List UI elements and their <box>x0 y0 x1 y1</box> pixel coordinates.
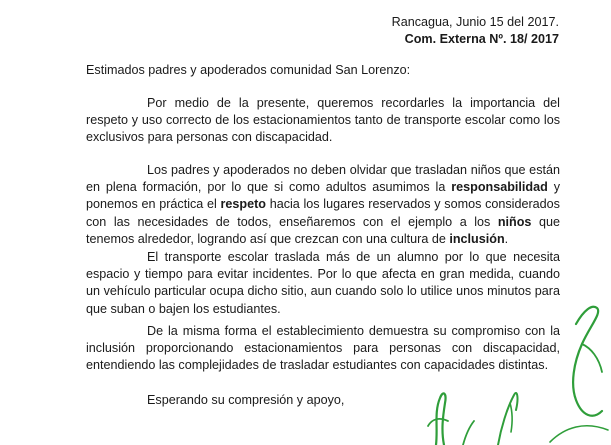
paragraph-text: . <box>504 231 509 246</box>
keyword-responsabilidad: responsabilidad <box>451 180 548 195</box>
paragraph-school-transport: El transporte escolar traslada más de un alumno por lo que necesita espacio y tiempo para evitar incidentes. Por lo que afecta en gran medida, cuando un vehículo particular ocupa dicho sitio, aun cuando solo lo utilice unos minutos para que suban o bajen los estudiantes. <box>86 250 560 316</box>
keyword-respeto: respeto <box>220 197 266 212</box>
paragraph-commitment: De la misma forma el establecimiento demuestra su compromiso con la inclusión proporcionando estacionamientos para personas con discapacidad, entendiendo las complejidades de trasladar estudiantes con capacidades distintas. <box>86 324 560 373</box>
letter-header <box>392 14 559 48</box>
closing-line: Esperando su compresión y apoyo, <box>147 393 345 407</box>
paragraph-text: y ponemos en práctica el <box>86 180 561 212</box>
keyword-ninos: niños <box>497 214 532 229</box>
reference-number: Com. Externa Nº. 18/ 2017 <box>404 32 559 46</box>
greeting: Estimados padres y apoderados comunidad San Lorenzo: <box>86 63 411 77</box>
place-date: Rancagua, Junio 15 del 2017. <box>391 15 559 29</box>
paragraph-text: Los padres y apoderados no deben olvidar que trasladan niños que están en plena formación, por lo que si como adultos asumimos la <box>86 163 560 195</box>
handwritten-signature <box>400 300 611 445</box>
paragraph-text: hacia los lugares reservados y somos considerados con las necesidades de todos, enseñaremos con el ejemplo a los <box>86 197 560 229</box>
paragraph-parents <box>86 162 560 248</box>
paragraph-respect: Por medio de la presente, queremos recordarles la importancia del respeto y uso correcto de los estacionamientos tanto de transporte escolar como los exclusivos para personas con discapacidad. <box>86 96 560 145</box>
paragraph-text: que tenemos alrededor, logrando así que crezcan con una cultura de <box>86 214 560 246</box>
keyword-inclusion: inclusión <box>449 231 505 246</box>
